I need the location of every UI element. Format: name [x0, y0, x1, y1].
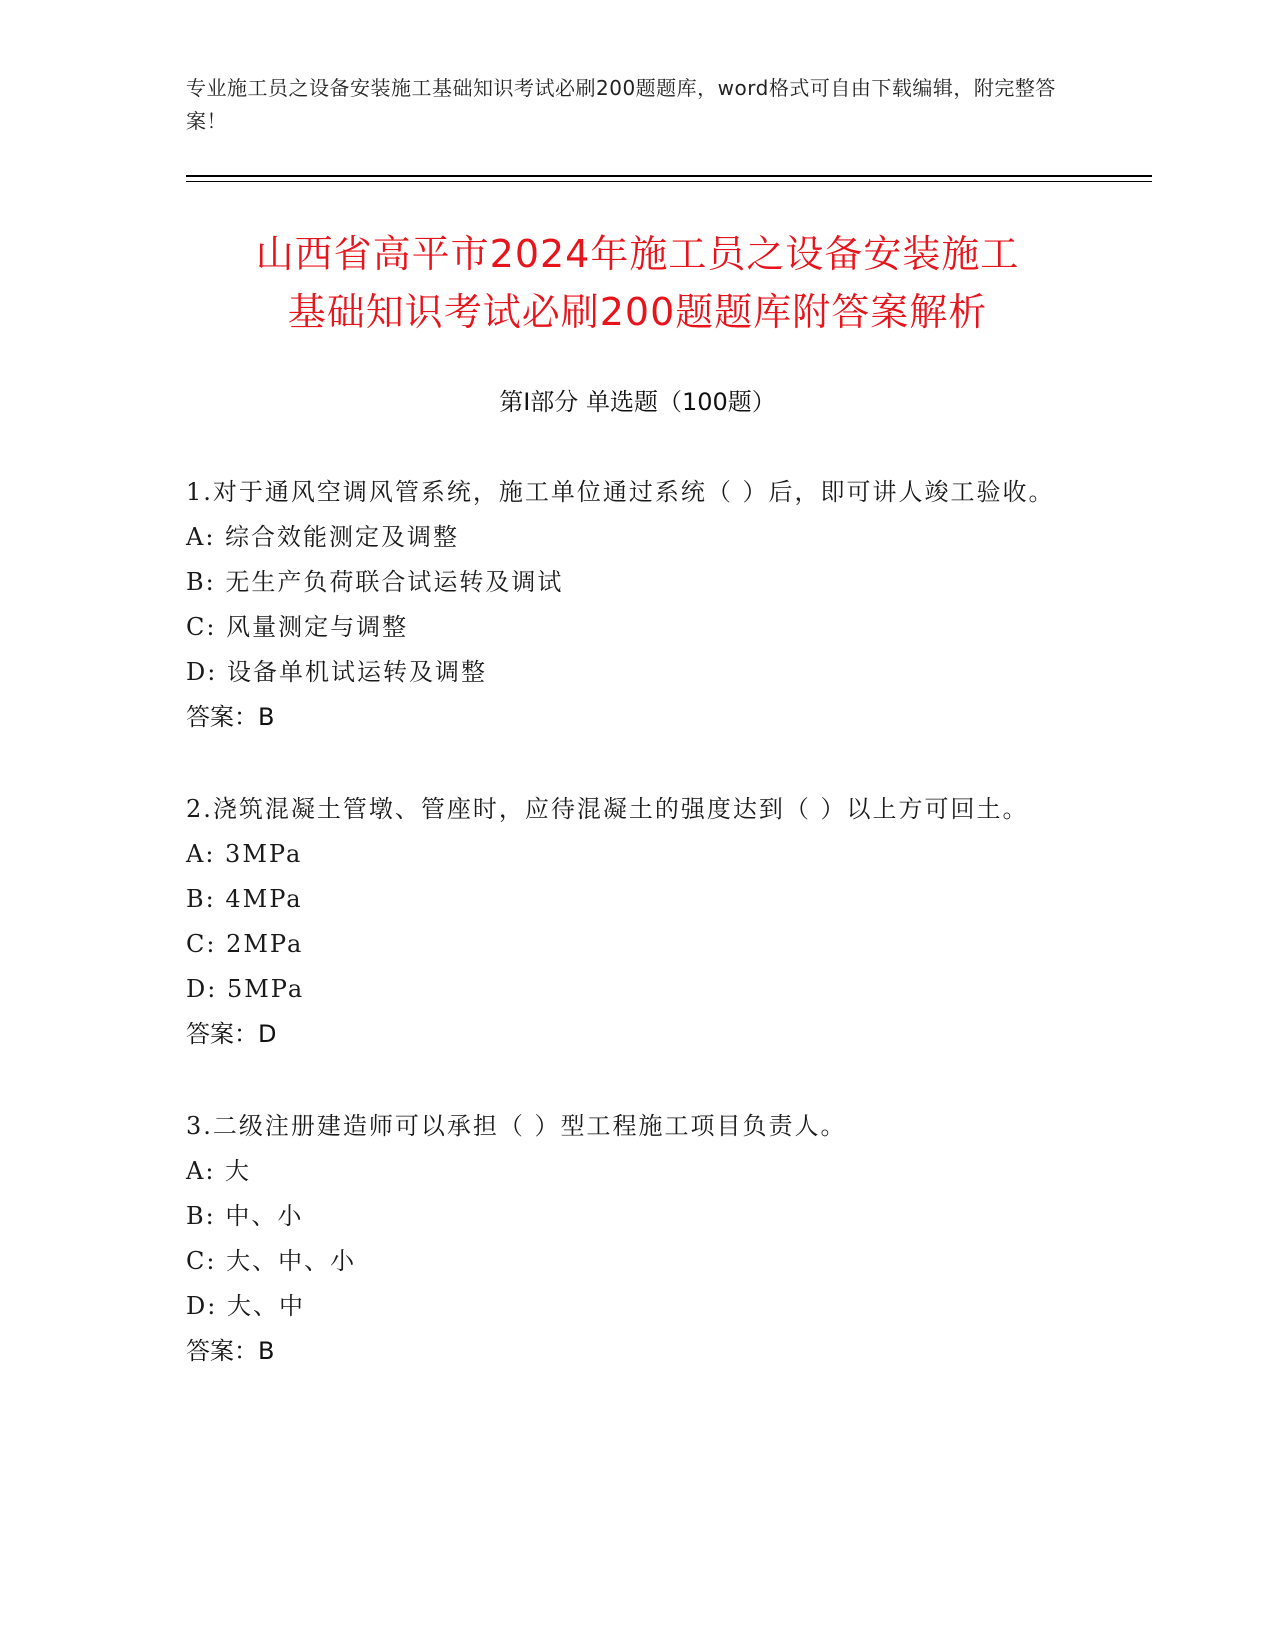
option-b: B: 4MPa	[186, 885, 303, 913]
document-title	[150, 225, 1125, 341]
option-b: B: 中、小	[186, 1202, 304, 1230]
section-heading: 第Ⅰ部分 单选题（100题）	[499, 388, 776, 416]
header-divider-thick	[186, 175, 1152, 177]
question-list	[186, 470, 1086, 1421]
option-c: C: 风量测定与调整	[186, 613, 409, 641]
answer-line: 答案：B	[186, 703, 275, 731]
option-a: A: 大	[186, 1157, 252, 1185]
header-divider-thin	[186, 181, 1152, 182]
question-3	[186, 1104, 1086, 1374]
question-1	[186, 470, 1086, 740]
question-stem: 1.对于通风空调风管系统，施工单位通过系统（ ）后，即可讲人竣工验收。	[186, 478, 1055, 506]
option-c: C: 2MPa	[186, 930, 304, 958]
question-2	[186, 787, 1086, 1057]
option-d: D: 设备单机试运转及调整	[186, 658, 487, 686]
question-stem: 2.浇筑混凝土管墩、管座时，应待混凝土的强度达到（ ）以上方可回土。	[186, 795, 1029, 823]
option-a: A: 综合效能测定及调整	[186, 523, 460, 551]
header-note: 专业施工员之设备安装施工基础知识考试必刷200题题库，word格式可自由下载编辑，附完整答案！	[186, 76, 1056, 133]
answer-line: 答案：D	[186, 1020, 277, 1048]
document-title-line-2: 基础知识考试必刷200题题库附答案解析	[287, 290, 988, 334]
document-title-line-1: 山西省高平市2024年施工员之设备安装施工	[255, 232, 1020, 276]
question-stem: 3.二级注册建造师可以承担（ ）型工程施工项目负责人。	[186, 1112, 847, 1140]
option-b: B: 无生产负荷联合试运转及调试	[186, 568, 564, 596]
option-d: D: 大、中	[186, 1292, 305, 1320]
option-c: C: 大、中、小	[186, 1247, 357, 1275]
answer-line: 答案：B	[186, 1337, 275, 1365]
option-d: D: 5MPa	[186, 975, 305, 1003]
option-a: A: 3MPa	[186, 840, 303, 868]
